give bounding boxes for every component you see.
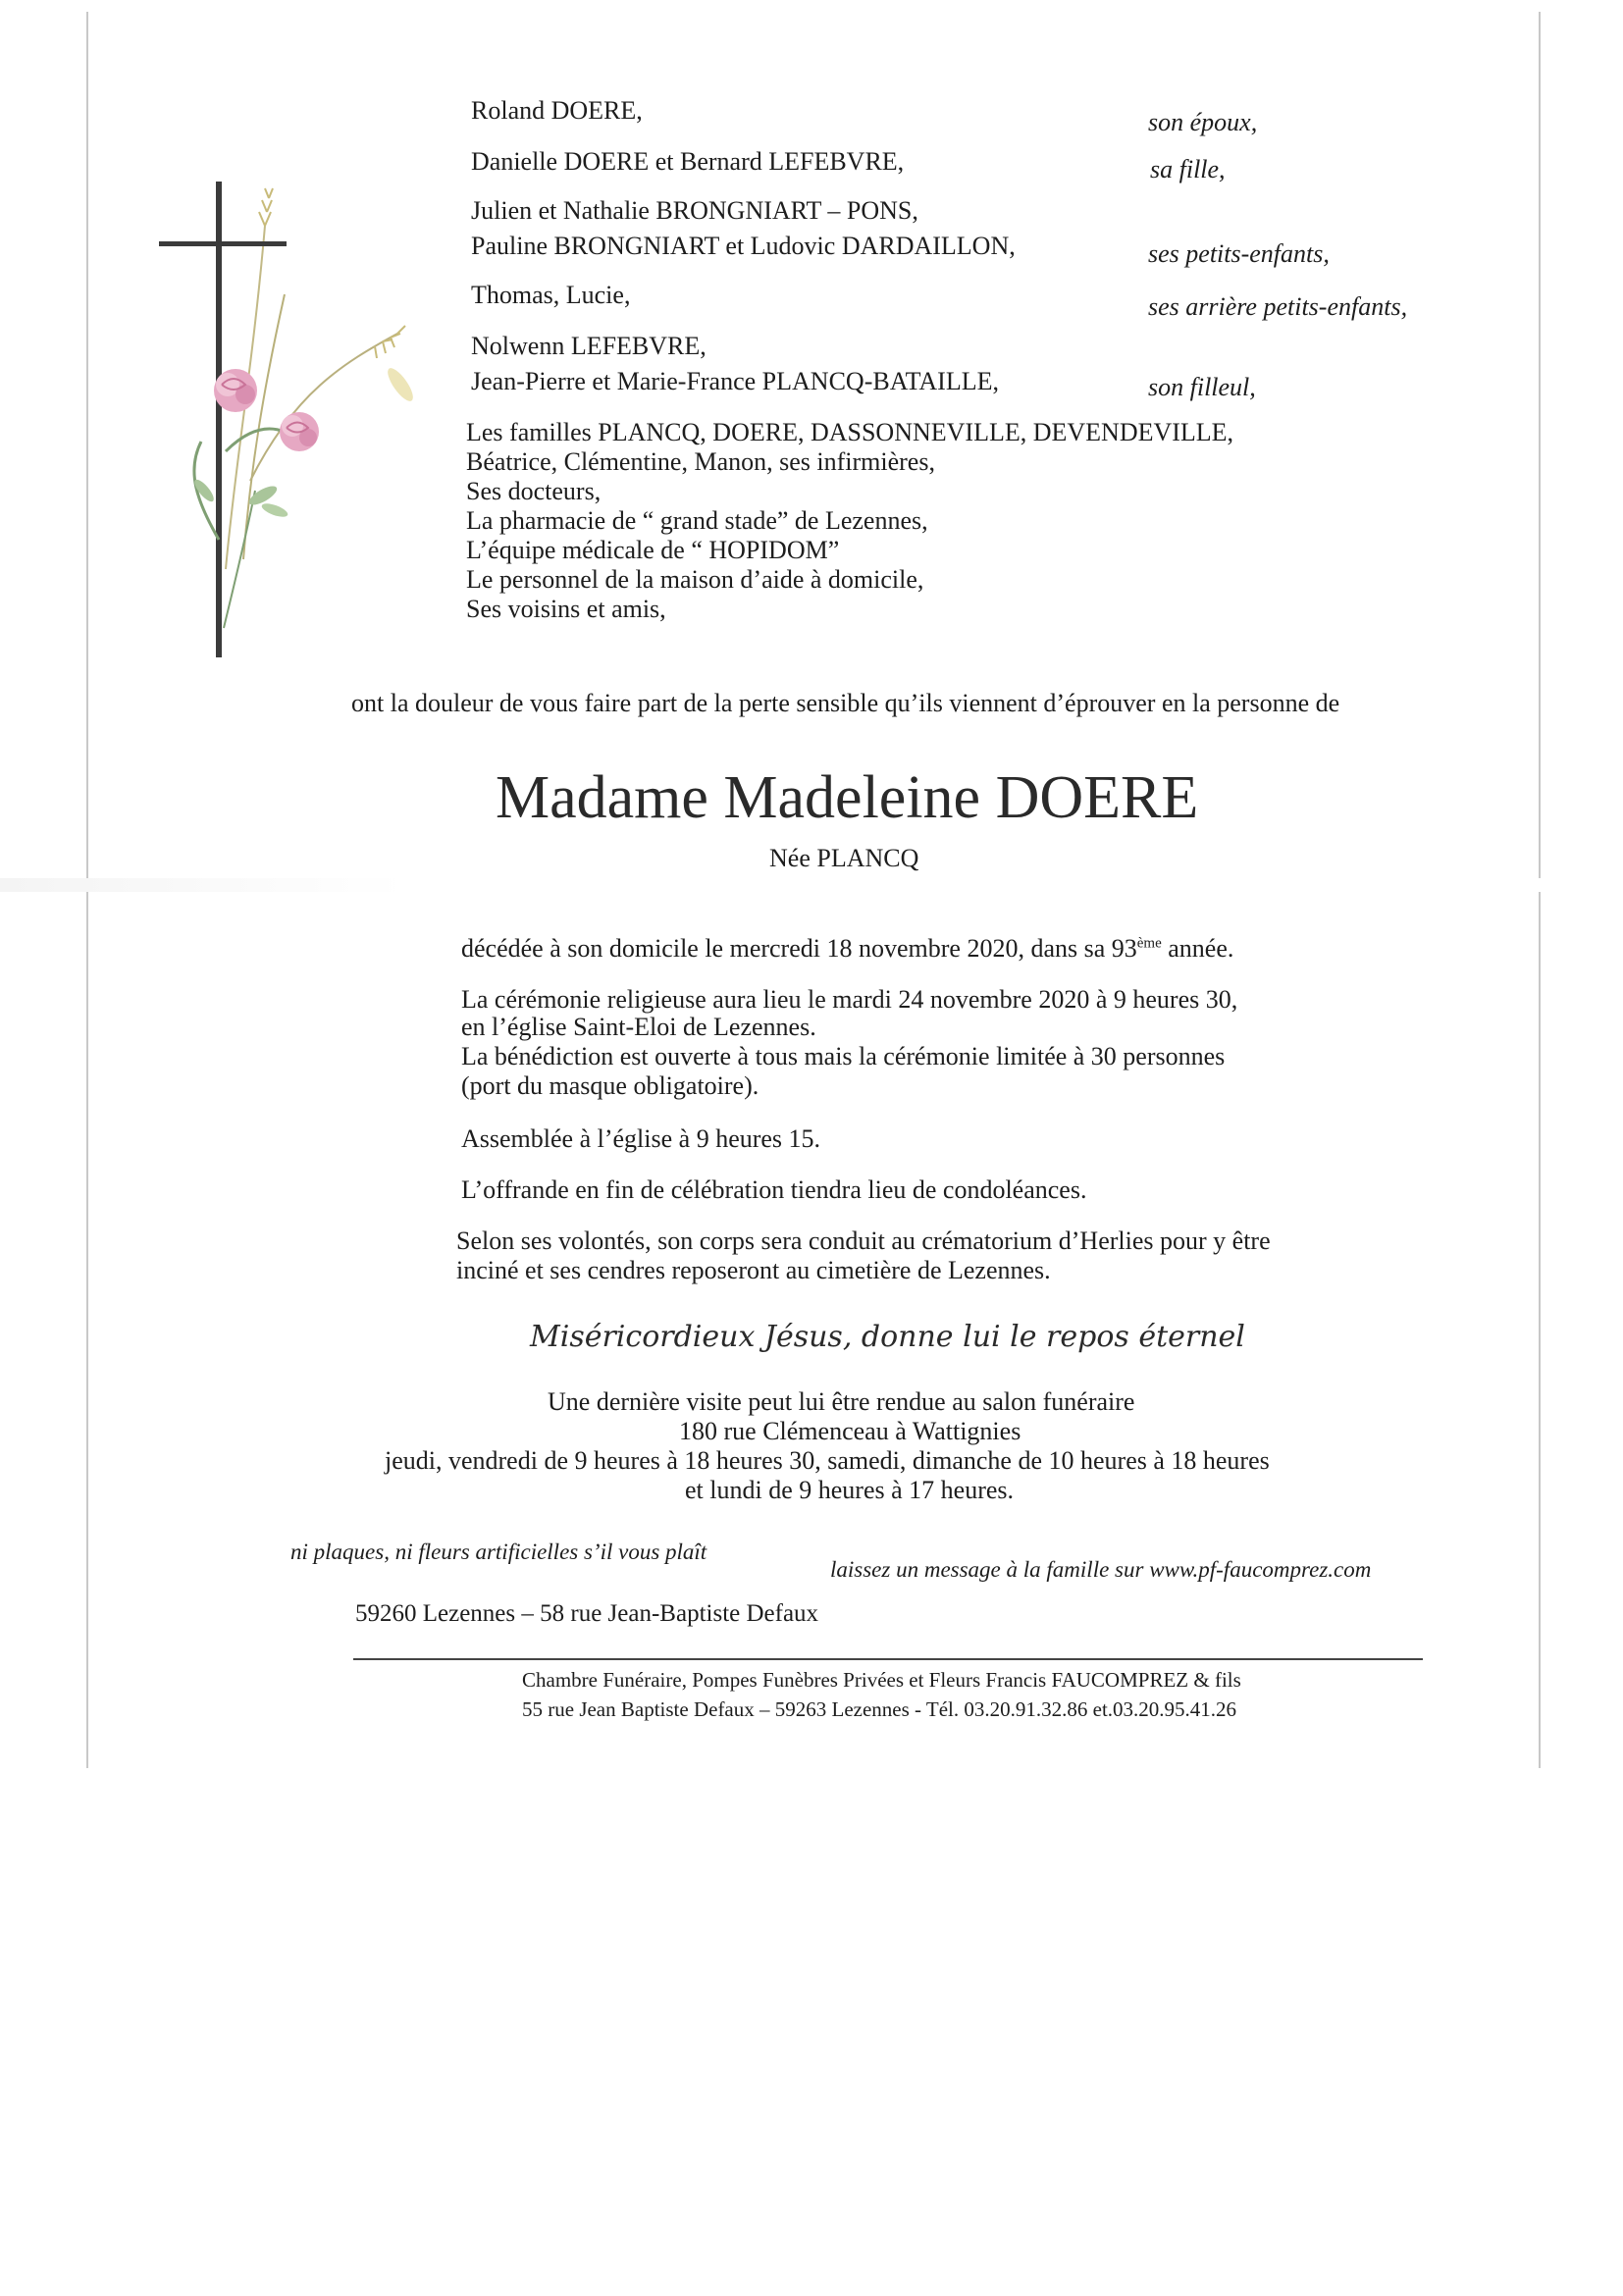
- family-relation: sa fille,: [1150, 155, 1226, 183]
- footer-funeral-home: Chambre Funéraire, Pompes Funèbres Privées et Fleurs Francis FAUCOMPREZ & fils: [522, 1668, 1241, 1692]
- family-name: Thomas, Lucie,: [471, 281, 631, 309]
- family-name: Nolwenn LEFEBVRE,: [471, 332, 707, 360]
- wishes-line: Selon ses volontés, son corps sera conduit au crématorium d’Herlies pour y être: [456, 1226, 1271, 1255]
- announcement: ont la douleur de vous faire part de la perte sensible qu’ils viennent d’éprouver en la personne de: [351, 689, 1340, 717]
- death-notice-superscript: ème: [1136, 935, 1162, 952]
- ceremony-line: La cérémonie religieuse aura lieu le mardi 24 novembre 2020 à 9 heures 30,: [461, 985, 1238, 1014]
- family-name: Roland DOERE,: [471, 96, 643, 125]
- family-name: Pauline BRONGNIART et Ludovic DARDAILLON,: [471, 232, 1016, 260]
- visit-line: et lundi de 9 heures à 17 heures.: [685, 1476, 1015, 1504]
- ceremony-line: (port du masque obligatoire).: [461, 1071, 759, 1100]
- message-note: laissez un message à la famille sur www.pf-faucomprez.com: [830, 1557, 1372, 1582]
- prayer: Miséricordieux Jésus, donne lui le repos éternel: [530, 1320, 1245, 1354]
- mourner-line: L’équipe médicale de “ HOPIDOM”: [466, 536, 840, 564]
- wishes-line: inciné et ses cendres reposeront au cimetière de Lezennes.: [456, 1256, 1051, 1284]
- family-name: Jean-Pierre et Marie-France PLANCQ-BATAILLE,: [471, 367, 999, 395]
- mourner-line: Béatrice, Clémentine, Manon, ses infirmières,: [466, 447, 935, 476]
- ceremony-line: en l’église Saint-Eloi de Lezennes.: [461, 1013, 816, 1041]
- maiden-name: Née PLANCQ: [769, 844, 919, 872]
- family-relation: ses petits-enfants,: [1148, 239, 1330, 268]
- assembly-time: Assemblée à l’église à 9 heures 15.: [461, 1124, 821, 1153]
- family-relation: son époux,: [1148, 108, 1258, 136]
- death-notice: [461, 936, 1233, 962]
- family-relation: son filleul,: [1148, 373, 1256, 401]
- death-notice-end: année.: [1161, 934, 1234, 963]
- deceased-name: Madame Madeleine DOERE: [496, 764, 1199, 831]
- family-name: Julien et Nathalie BRONGNIART – PONS,: [471, 196, 918, 225]
- ceremony-line: La bénédiction est ouverte à tous mais la cérémonie limitée à 30 personnes: [461, 1042, 1226, 1070]
- rose-icon: [214, 369, 257, 412]
- footer-contact: 55 rue Jean Baptiste Defaux – 59263 Lezennes - Tél. 03.20.91.32.86 et.03.20.95.41.26: [522, 1697, 1237, 1721]
- family-name: Danielle DOERE et Bernard LEFEBVRE,: [471, 147, 905, 176]
- rose-icon: [280, 412, 319, 451]
- mourner-line: Ses voisins et amis,: [466, 595, 666, 623]
- mourner-line: Le personnel de la maison d’aide à domicile,: [466, 565, 924, 594]
- death-notice-text: décédée à son domicile le mercredi 18 novembre 2020, dans sa 93: [461, 934, 1137, 963]
- mourner-line: Ses docteurs,: [466, 477, 602, 505]
- family-relation: ses arrière petits-enfants,: [1148, 292, 1408, 321]
- visit-line: Une dernière visite peut lui être rendue au salon funéraire: [548, 1387, 1135, 1416]
- cross-flowers-illustration: [157, 167, 422, 677]
- offering-note: L’offrande en fin de célébration tiendra lieu de condoléances.: [461, 1175, 1087, 1204]
- footer-rule: [353, 1658, 1423, 1660]
- home-address: 59260 Lezennes – 58 rue Jean-Baptiste Defaux: [355, 1600, 819, 1627]
- visit-line: 180 rue Clémenceau à Wattignies: [679, 1417, 1021, 1445]
- visit-line: jeudi, vendredi de 9 heures à 18 heures 30, samedi, dimanche de 10 heures à 18 heures: [385, 1446, 1270, 1475]
- scan-fold-shadow: [0, 878, 1623, 892]
- mourner-line: Les familles PLANCQ, DOERE, DASSONNEVILLE, DEVENDEVILLE,: [466, 418, 1234, 446]
- mourner-line: La pharmacie de “ grand stade” de Lezennes,: [466, 506, 928, 535]
- no-flowers-note: ni plaques, ni fleurs artificielles s’il vous plaît: [290, 1539, 707, 1564]
